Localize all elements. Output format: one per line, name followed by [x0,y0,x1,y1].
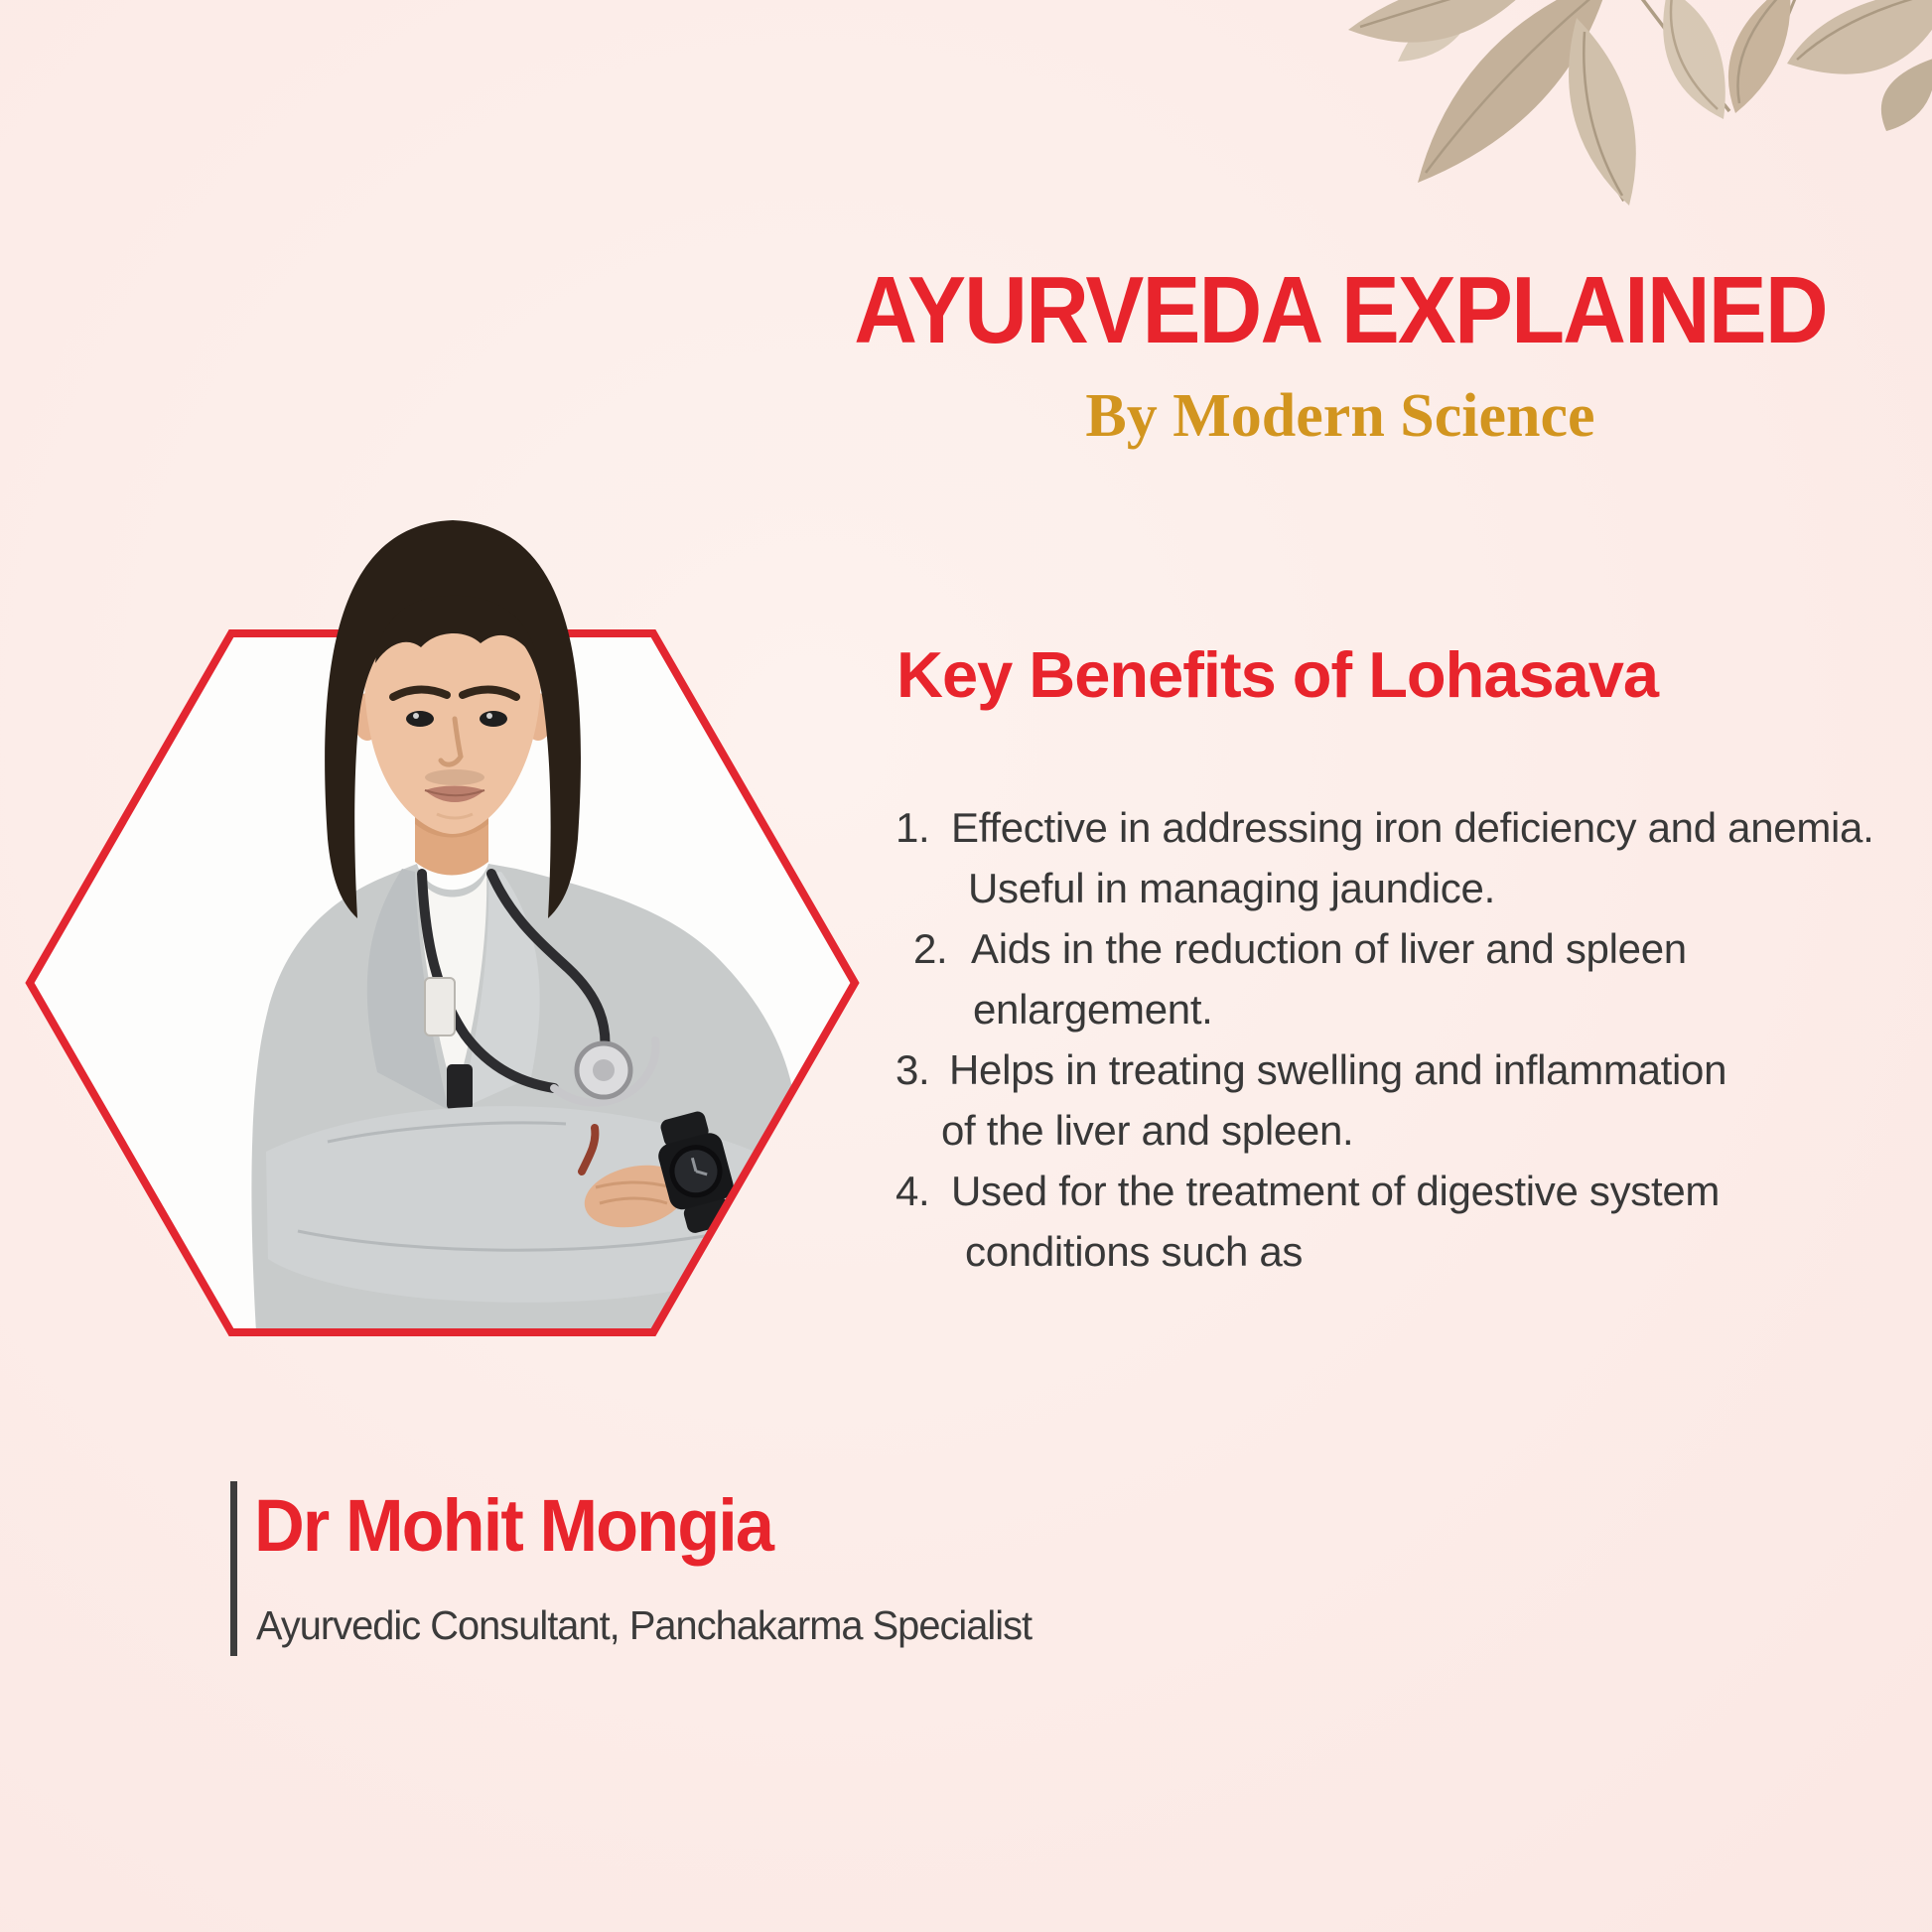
benefit-item-line: enlargement. [973,986,1213,1033]
benefit-item-marker: 3. [896,1046,930,1093]
benefit-item-line: of the liver and spleen. [941,1107,1354,1154]
doctor-credentials: Ayurvedic Consultant, Panchakarma Specialist [256,1602,1033,1648]
doctor-photo-hexagon [30,520,855,1332]
poster-title: AYURVEDA EXPLAINED [854,257,1827,363]
poster-subtitle: By Modern Science [1085,382,1595,450]
leaves-decoration-icon [1348,0,1932,206]
doctor-name: Dr Mohit Mongia [254,1484,773,1567]
benefit-item-line: Effective in addressing iron deficiency and anemia. [951,804,1874,851]
name-accent-bar [230,1481,237,1656]
benefit-item-line: Helps in treating swelling and inflammation [949,1046,1727,1093]
benefit-item-line: Useful in managing jaundice. [968,865,1495,911]
benefit-item-line: conditions such as [965,1228,1304,1275]
benefits-heading: Key Benefits of Lohasava [897,638,1659,711]
benefit-item-line: Aids in the reduction of liver and spleen [971,925,1687,972]
benefit-item-line: Used for the treatment of digestive system [951,1168,1721,1214]
benefit-item-marker: 1. [896,804,930,851]
benefit-item-marker: 2. [913,925,948,972]
benefit-item-marker: 4. [896,1168,930,1214]
